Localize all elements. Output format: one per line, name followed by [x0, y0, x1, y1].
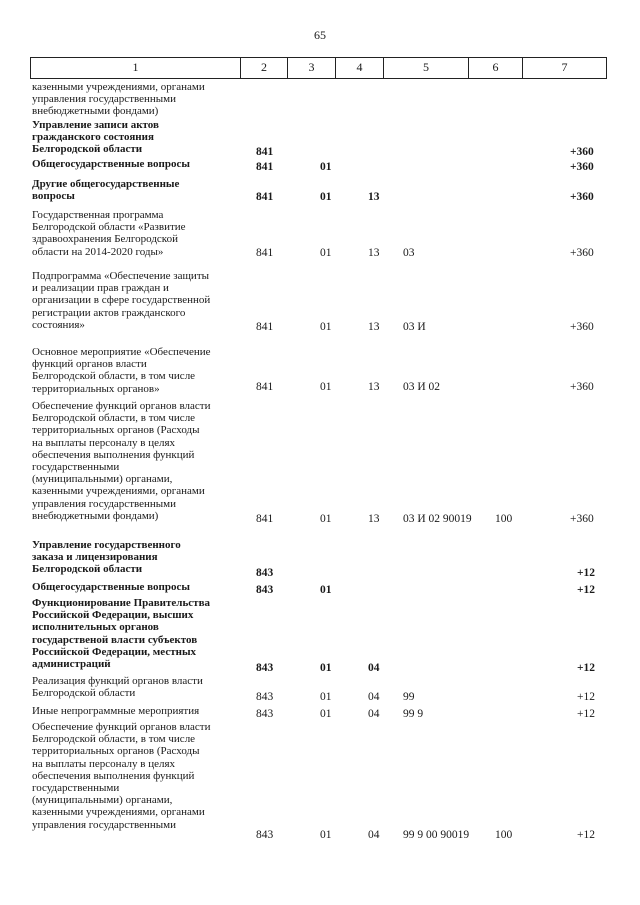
description-line: государственными [32, 461, 120, 474]
cell-c4: 13 [368, 247, 380, 259]
cell-c4: 04 [368, 662, 380, 674]
cell-c3: 01 [320, 662, 332, 674]
description-line: территориальных органов» [32, 382, 160, 395]
row-description [32, 400, 238, 522]
table-header [30, 57, 607, 79]
row-description [32, 721, 238, 831]
description-line: Иные непрограммные мероприятия [32, 705, 200, 717]
cell-c3: 01 [320, 691, 332, 703]
row-description [32, 539, 238, 576]
description-line: внебюджетными фондами) [32, 509, 159, 522]
cell-c7: +360 [570, 191, 594, 203]
cell-c3: 01 [320, 829, 332, 841]
cell-c5: 03 [403, 247, 415, 259]
description-line: Общегосударственные вопросы [32, 158, 190, 170]
cell-c4: 13 [368, 321, 380, 333]
description-line: Функционирование Правительства [32, 597, 211, 609]
description-line: функций органов власти [32, 358, 147, 371]
description-line: Белгородской области «Развитие [32, 221, 186, 234]
description-line: на выплаты персоналу в целях [32, 757, 176, 770]
cell-c4: 04 [368, 708, 380, 720]
cell-c2: 841 [256, 381, 274, 393]
description-line: регистрации актов гражданского [32, 306, 186, 319]
row-description [32, 178, 238, 202]
description-line: казенными учреждениями, органами [32, 485, 205, 498]
description-line: исполнительных органов [32, 621, 159, 634]
description-line: здравоохранения Белгородской [32, 233, 178, 246]
description-line: территориальных органов (Расходы [32, 424, 200, 437]
cell-c3: 01 [320, 708, 332, 720]
description-line: Белгородской области [32, 687, 136, 700]
cell-c7: +12 [577, 567, 596, 579]
description-line: Белгородской области [32, 143, 143, 156]
description-line: Обеспечение функций органов власти [32, 721, 211, 733]
cell-c4: 13 [368, 381, 380, 393]
header-col-7: 7 [522, 58, 607, 78]
cell-c7: +360 [570, 381, 594, 393]
cell-c7: +12 [577, 584, 596, 596]
description-line: управления государственными [32, 93, 177, 106]
row-description [32, 346, 238, 395]
cell-c2: 843 [256, 829, 274, 841]
header-col-2: 2 [240, 58, 287, 78]
cell-c4: 13 [368, 191, 380, 203]
row-description [32, 597, 238, 670]
cell-c5: 99 9 00 90019 [403, 829, 470, 841]
cell-c5: 99 [403, 691, 415, 703]
description-line: обеспечения выполнения функций [32, 448, 195, 461]
page-number: 65 [314, 28, 326, 42]
description-line: гражданского состояния [32, 131, 154, 144]
cell-c7: +360 [570, 321, 594, 333]
row-description [32, 581, 238, 593]
description-line: государственными [32, 782, 120, 795]
description-line: Управление государственного [32, 539, 181, 551]
cell-c7: +12 [577, 708, 595, 720]
header-col-5: 5 [383, 58, 468, 78]
description-line: Российской Федерации, местных [32, 645, 197, 658]
description-line: казенными учреждениями, органами [32, 81, 205, 93]
row-description [32, 270, 238, 331]
description-line: Подпрограмма «Обеспечение защиты [32, 270, 210, 282]
budget-table [30, 57, 607, 859]
cell-c4: 04 [368, 691, 380, 703]
header-col-1: 1 [30, 58, 240, 78]
cell-c2: 843 [256, 708, 274, 720]
description-line: внебюджетными фондами) [32, 105, 159, 118]
description-line: и реализации прав граждан и [32, 282, 169, 295]
row-description [32, 209, 238, 258]
cell-c5: 03 И 02 [403, 381, 441, 393]
description-line: заказа и лицензирования [32, 551, 158, 564]
cell-c2: 841 [256, 161, 274, 173]
description-line: управления государственными [32, 818, 177, 831]
row-description [32, 158, 238, 170]
cell-c4: 13 [368, 513, 380, 525]
description-line: (муниципальными) органами, [32, 473, 173, 486]
cell-c2: 841 [256, 513, 274, 525]
description-line: Белгородской области, в том числе [32, 733, 196, 746]
cell-c3: 01 [320, 381, 332, 393]
description-line: состояния» [32, 318, 85, 331]
cell-c3: 01 [320, 321, 332, 333]
cell-c3: 01 [320, 247, 332, 259]
description-line: на выплаты персоналу в целях [32, 436, 176, 449]
cell-c3: 01 [320, 161, 332, 173]
description-line: государственой власти субъектов [32, 633, 198, 646]
cell-c7: +360 [570, 513, 594, 525]
description-line: администраций [32, 658, 111, 671]
cell-c2: 841 [256, 146, 274, 158]
description-line: Реализация функций органов власти [32, 675, 203, 687]
description-line: Другие общегосударственные [32, 178, 180, 190]
description-line: Государственная программа [32, 209, 164, 221]
description-line: территориальных органов (Расходы [32, 745, 200, 758]
cell-c7: +360 [570, 146, 594, 158]
cell-c7: +12 [577, 829, 595, 841]
description-line: Белгородской области, в том числе [32, 370, 196, 383]
cell-c3: 01 [320, 513, 332, 525]
cell-c3: 01 [320, 191, 332, 203]
description-line: области на 2014-2020 годы» [32, 245, 164, 258]
description-line: Основное мероприятие «Обеспечение [32, 346, 211, 358]
description-line: Управление записи актов [32, 119, 159, 131]
cell-c3: 01 [320, 584, 332, 596]
description-line: организации в сфере государственной [32, 294, 211, 307]
cell-c4: 04 [368, 829, 380, 841]
cell-c2: 841 [256, 321, 274, 333]
cell-c2: 843 [256, 584, 274, 596]
cell-c2: 843 [256, 691, 274, 703]
row-description [32, 705, 238, 717]
row-description [32, 675, 238, 699]
description-line: управления государственными [32, 497, 177, 510]
description-line: казенными учреждениями, органами [32, 806, 205, 819]
row-description [32, 81, 238, 118]
description-line: Белгородской области [32, 563, 143, 576]
cell-c2: 841 [256, 247, 274, 259]
description-line: вопросы [32, 190, 75, 203]
header-col-3: 3 [287, 58, 335, 78]
cell-c2: 841 [256, 191, 274, 203]
cell-c5: 99 9 [403, 708, 424, 720]
header-col-4: 4 [335, 58, 383, 78]
cell-c7: +360 [570, 247, 594, 259]
description-line: Белгородской области, в том числе [32, 412, 196, 425]
cell-c7: +12 [577, 691, 595, 703]
cell-c2: 843 [256, 567, 274, 579]
cell-c6: 100 [495, 829, 513, 841]
row-description [32, 119, 238, 156]
cell-c5: 03 И 02 90019 [403, 513, 472, 525]
description-line: Общегосударственные вопросы [32, 581, 190, 593]
header-col-6: 6 [468, 58, 522, 78]
table-body [30, 79, 607, 859]
description-line: Обеспечение функций органов власти [32, 400, 211, 412]
cell-c7: +12 [577, 662, 596, 674]
cell-c2: 843 [256, 662, 274, 674]
cell-c6: 100 [495, 513, 513, 525]
cell-c7: +360 [570, 161, 594, 173]
description-line: (муниципальными) органами, [32, 794, 173, 807]
cell-c5: 03 И [403, 321, 426, 333]
description-line: обеспечения выполнения функций [32, 769, 195, 782]
description-line: Российской Федерации, высших [32, 609, 194, 622]
